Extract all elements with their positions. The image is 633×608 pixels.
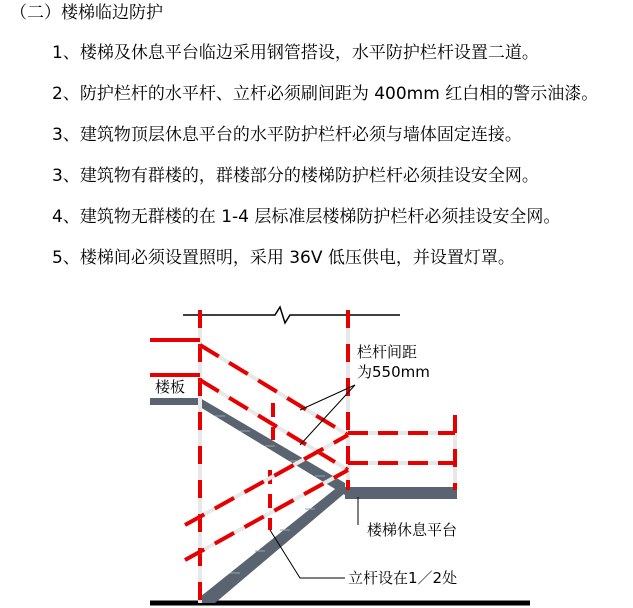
landing-label: 楼梯休息平台 [367,521,458,539]
item-number: 2、 [52,84,80,104]
list-item [52,83,598,105]
item-text: 防护栏杆的水平杆、立杆必须刷间距为 400mm 红白相的警示油漆。 [79,84,599,104]
item-text: 建筑物有群楼的，群楼部分的楼梯防护栏杆必须挂设安全网。 [79,166,539,186]
item-text: 建筑物无群楼的在 1-4 层标准层楼梯防护栏杆必须挂设安全网。 [79,207,561,227]
landing-slab [345,487,457,499]
item-number: 3、 [52,166,80,186]
stair-railing-diagram [0,285,633,608]
list-item [52,124,522,146]
list-item [52,165,539,187]
floor-slab-label: 楼板 [155,378,186,396]
item-text: 建筑物顶层休息平台的水平防护栏杆必须与墙体固定连接。 [79,125,522,145]
break-line [183,307,400,323]
item-text: 楼梯间必须设置照明，采用 36V 低压供电，并设置灯罩。 [79,248,515,268]
upper-stair-flight [150,398,345,495]
rail-spacing-label: 栏杆间距 [357,343,418,361]
list-item [52,42,539,64]
list-item [52,247,515,269]
section-heading: （二）楼梯临边防护 [10,3,163,23]
item-text: 楼梯及休息平台临边采用钢管搭设，水平防护栏杆设置二道。 [79,43,539,63]
item-number: 5、 [52,248,80,268]
list-item [52,206,560,228]
item-number: 4、 [52,207,80,227]
item-number: 3、 [52,125,80,145]
post-position-label: 立杆设在1／2处 [348,569,458,587]
item-number: 1、 [52,43,80,63]
rail-spacing-value: 为550mm [357,363,430,381]
